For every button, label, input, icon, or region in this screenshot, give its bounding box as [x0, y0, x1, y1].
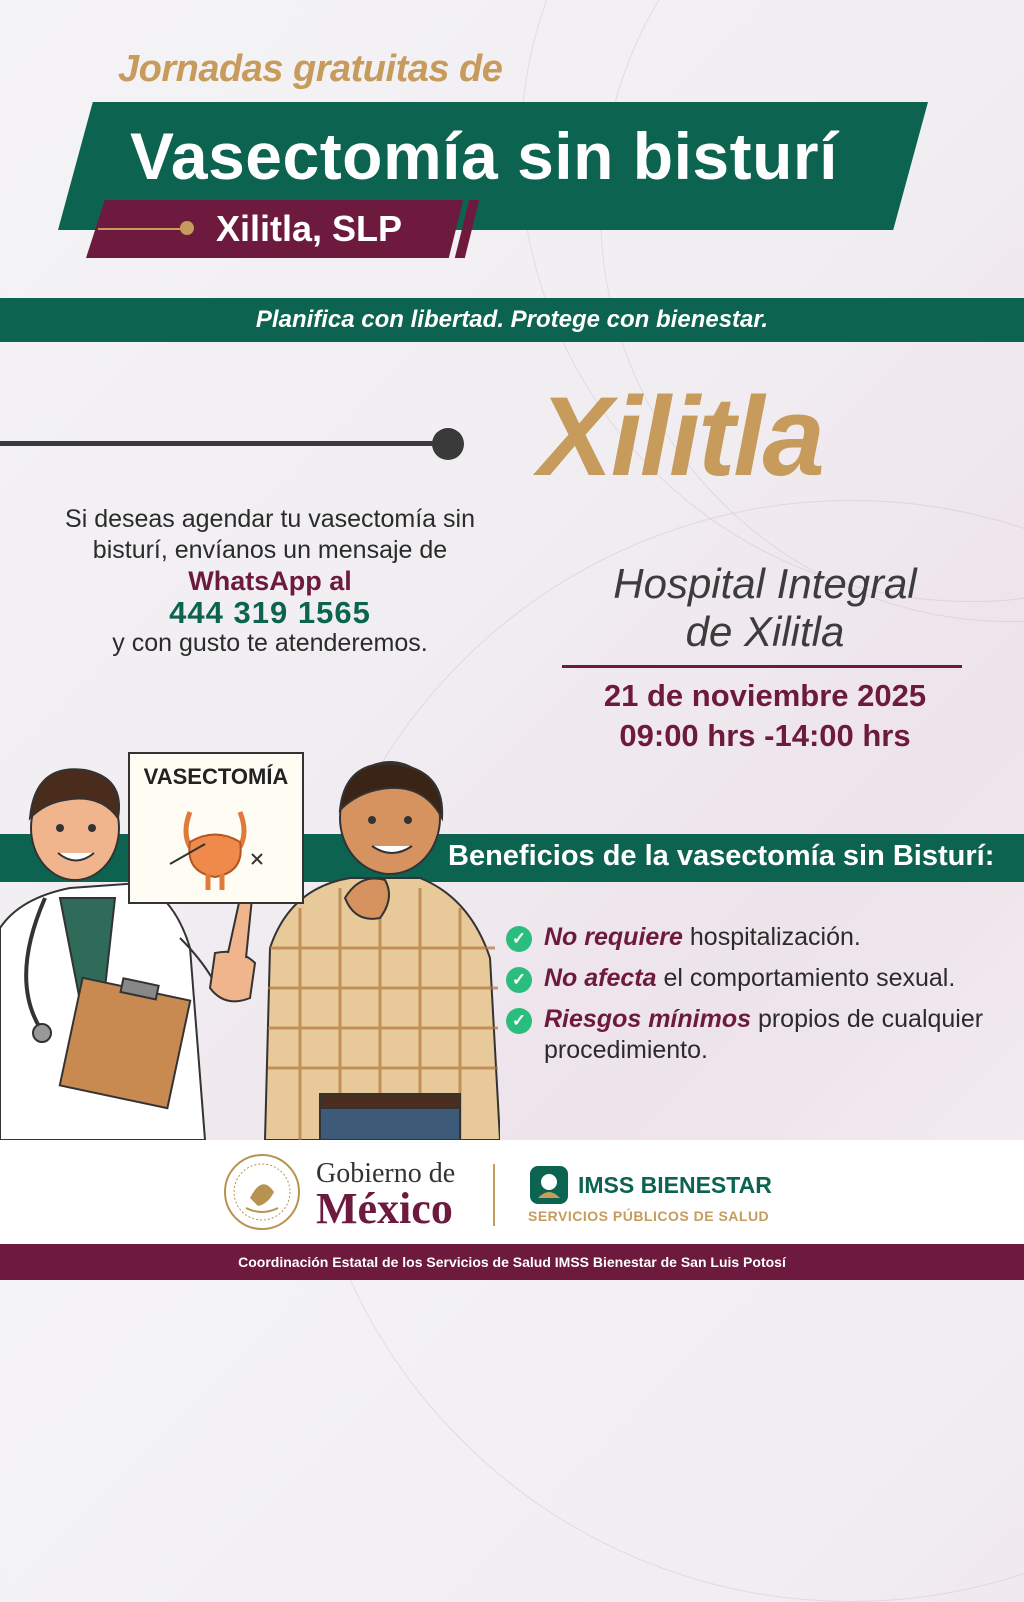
- whatsapp-label: WhatsApp al: [188, 566, 352, 596]
- anatomy-icon: [160, 792, 290, 892]
- page-title: Vasectomía sin bisturí: [130, 119, 838, 193]
- venue-line-1: Hospital Integral: [613, 560, 917, 607]
- slogan-text: Planifica con libertad. Protege con bienestar.: [255, 306, 769, 333]
- kicker-text: Jornadas gratuitas de: [118, 48, 503, 90]
- benefit-text: propios de cualquier procedimiento.: [544, 1005, 984, 1064]
- mexico-label: México: [316, 1184, 453, 1233]
- venue-name: [560, 560, 970, 656]
- benefit-item: [506, 963, 1016, 994]
- benefit-text: hospitalización.: [682, 923, 861, 951]
- contact-closing: y con gusto te atenderemos.: [112, 629, 428, 657]
- contact-line-1: Si deseas agendar tu vasectomía sin: [65, 505, 475, 533]
- benefit-emphasis: No requiere: [544, 923, 683, 951]
- mexico-seal-icon: [222, 1152, 302, 1232]
- footer-logos: [0, 1140, 1024, 1244]
- venue-divider: [562, 665, 962, 668]
- decorative-dot: [432, 428, 464, 460]
- imss-bienestar-logo-icon: [528, 1164, 570, 1206]
- imss-bienestar-name: IMSS BIENESTAR: [578, 1172, 772, 1198]
- imss-bienestar-subtitle: SERVICIOS PÚBLICOS DE SALUD: [528, 1208, 770, 1224]
- benefits-list: [506, 922, 1016, 1076]
- place-heading: Xilitla: [538, 374, 823, 499]
- contact-line-2: bisturí, envíanos un mensaje de: [92, 536, 448, 564]
- benefit-emphasis: No afecta: [544, 964, 657, 992]
- footer-divider: [493, 1164, 495, 1226]
- benefits-title: Beneficios de la vasectomía sin Bisturí:: [448, 840, 995, 872]
- footer-credit: Coordinación Estatal de los Servicios de Salud IMSS Bienestar de San Luis Potosí: [238, 1254, 786, 1270]
- location-label: Xilitla, SLP: [216, 208, 403, 249]
- check-icon: ✓: [506, 1008, 532, 1034]
- benefit-item: [506, 1004, 1016, 1066]
- benefit-item: [506, 922, 1016, 953]
- phone-number[interactable]: 444 319 1565: [169, 595, 371, 630]
- check-icon: ✓: [506, 967, 532, 993]
- decorative-line: [0, 441, 440, 446]
- benefit-text: el comportamiento sexual.: [656, 964, 956, 992]
- event-date: 21 de noviembre 2025: [603, 678, 927, 713]
- vasectomy-sign-label: VASECTOMÍA: [143, 764, 289, 789]
- location-decoration-dot: [180, 221, 194, 235]
- venue-line-2: de Xilitla: [685, 608, 845, 655]
- contact-info: [30, 504, 510, 659]
- benefit-emphasis: Riesgos mínimos: [544, 1005, 751, 1033]
- event-schedule: [560, 676, 970, 756]
- event-time: 09:00 hrs -14:00 hrs: [619, 718, 911, 753]
- gobierno-label: Gobierno de: [316, 1158, 456, 1189]
- location-decoration-line: [98, 228, 186, 230]
- check-icon: ✓: [506, 926, 532, 952]
